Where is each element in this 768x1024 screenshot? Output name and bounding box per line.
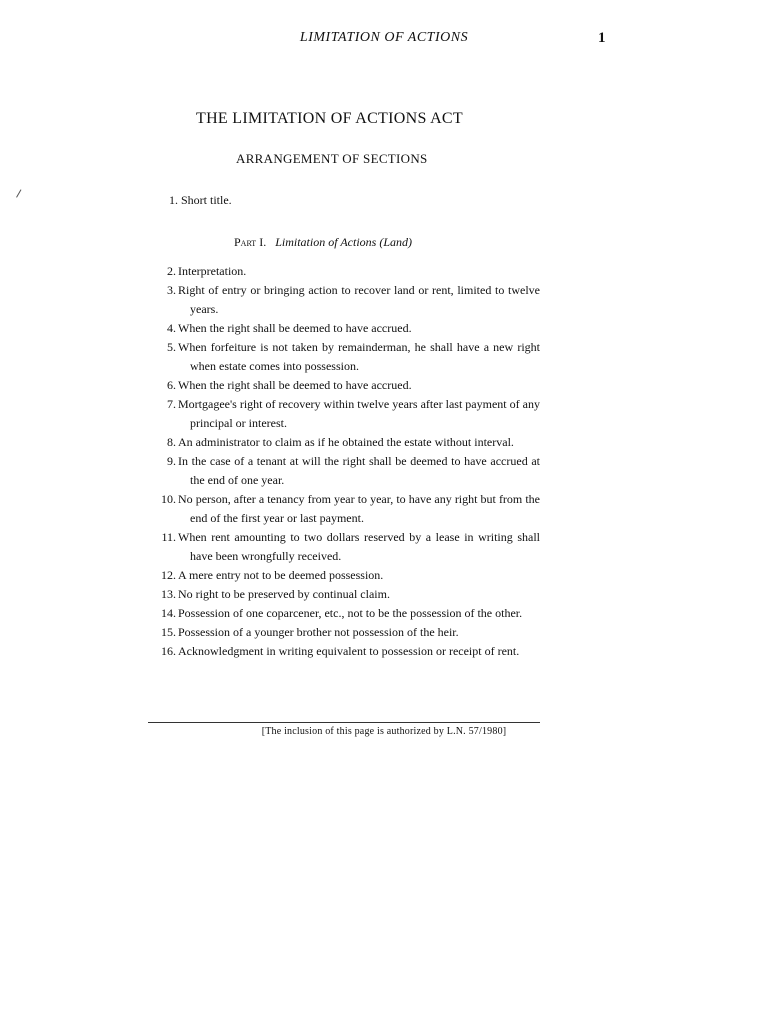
section-text: Short title.	[181, 193, 232, 207]
section-item	[150, 319, 540, 338]
section-number: 12.	[161, 568, 176, 582]
section-number: 4.	[167, 321, 176, 335]
section-number: 11.	[161, 530, 176, 544]
section-text: No person, after a tenancy from year to year, to have any right but from the end of the first year or last payment.	[178, 492, 540, 525]
section-item	[150, 376, 540, 395]
section-number: 1.	[169, 193, 178, 207]
section-text: When the right shall be deemed to have accrued.	[178, 321, 412, 335]
section-text: Possession of one coparcener, etc., not to be the possession of the other.	[178, 606, 523, 620]
section-item	[150, 585, 540, 604]
section-text: A mere entry not to be deemed possession.	[178, 568, 384, 582]
section-item-short-title	[160, 193, 232, 208]
arrangement-title: ARRANGEMENT OF SECTIONS	[236, 151, 428, 166]
section-text: When the right shall be deemed to have accrued.	[178, 378, 412, 392]
section-item	[150, 642, 540, 661]
page-number: 1	[598, 30, 606, 46]
stray-pen-mark	[16, 189, 25, 199]
part-label: Part I.	[234, 235, 267, 249]
section-text: Interpretation.	[178, 264, 247, 278]
section-number: 13.	[161, 587, 176, 601]
section-number: 3.	[167, 283, 176, 297]
section-number: 9.	[167, 454, 176, 468]
section-item	[150, 528, 540, 566]
part-heading	[234, 235, 412, 250]
section-text: Right of entry or bringing action to recover land or rent, limited to twelve years.	[178, 283, 540, 316]
sections-list	[150, 262, 540, 661]
section-item	[150, 433, 540, 452]
section-text: When rent amounting to two dollars reserved by a lease in writing shall have been wrongfully received.	[178, 530, 540, 563]
section-number: 16.	[161, 644, 176, 658]
running-header-title: LIMITATION OF ACTIONS	[299, 30, 469, 45]
act-title: THE LIMITATION OF ACTIONS ACT	[196, 110, 463, 127]
section-number: 5.	[167, 340, 176, 354]
section-item	[150, 490, 540, 528]
section-item	[150, 623, 540, 642]
footer-divider	[148, 722, 540, 723]
section-item	[150, 604, 540, 623]
section-item	[150, 262, 540, 281]
section-number: 7.	[167, 397, 176, 411]
section-text: Acknowledgment in writing equivalent to possession or receipt of rent.	[178, 644, 520, 658]
section-text: In the case of a tenant at will the right shall be deemed to have accrued at the end of one year.	[178, 454, 540, 487]
section-number: 15.	[161, 625, 176, 639]
section-item	[150, 452, 540, 490]
section-number: 14.	[161, 606, 176, 620]
section-item	[150, 566, 540, 585]
section-item	[150, 395, 540, 433]
section-text: An administrator to claim as if he obtained the estate without interval.	[178, 435, 514, 449]
section-item	[150, 281, 540, 319]
section-text: Possession of a younger brother not possession of the heir.	[178, 625, 459, 639]
footer-authorization-note: [The inclusion of this page is authorized by L.N. 57/1980]	[261, 726, 507, 737]
part-name: Limitation of Actions (Land)	[275, 235, 412, 249]
section-number: 10.	[161, 492, 176, 506]
section-item	[150, 338, 540, 376]
section-number: 2.	[167, 264, 176, 278]
section-text: No right to be preserved by continual claim.	[178, 587, 390, 601]
section-text: Mortgagee's right of recovery within twelve years after last payment of any principal or interest.	[178, 397, 540, 430]
section-number: 8.	[167, 435, 176, 449]
section-text: When forfeiture is not taken by remainderman, he shall have a new right when estate comes into possession.	[178, 340, 540, 373]
section-number: 6.	[167, 378, 176, 392]
